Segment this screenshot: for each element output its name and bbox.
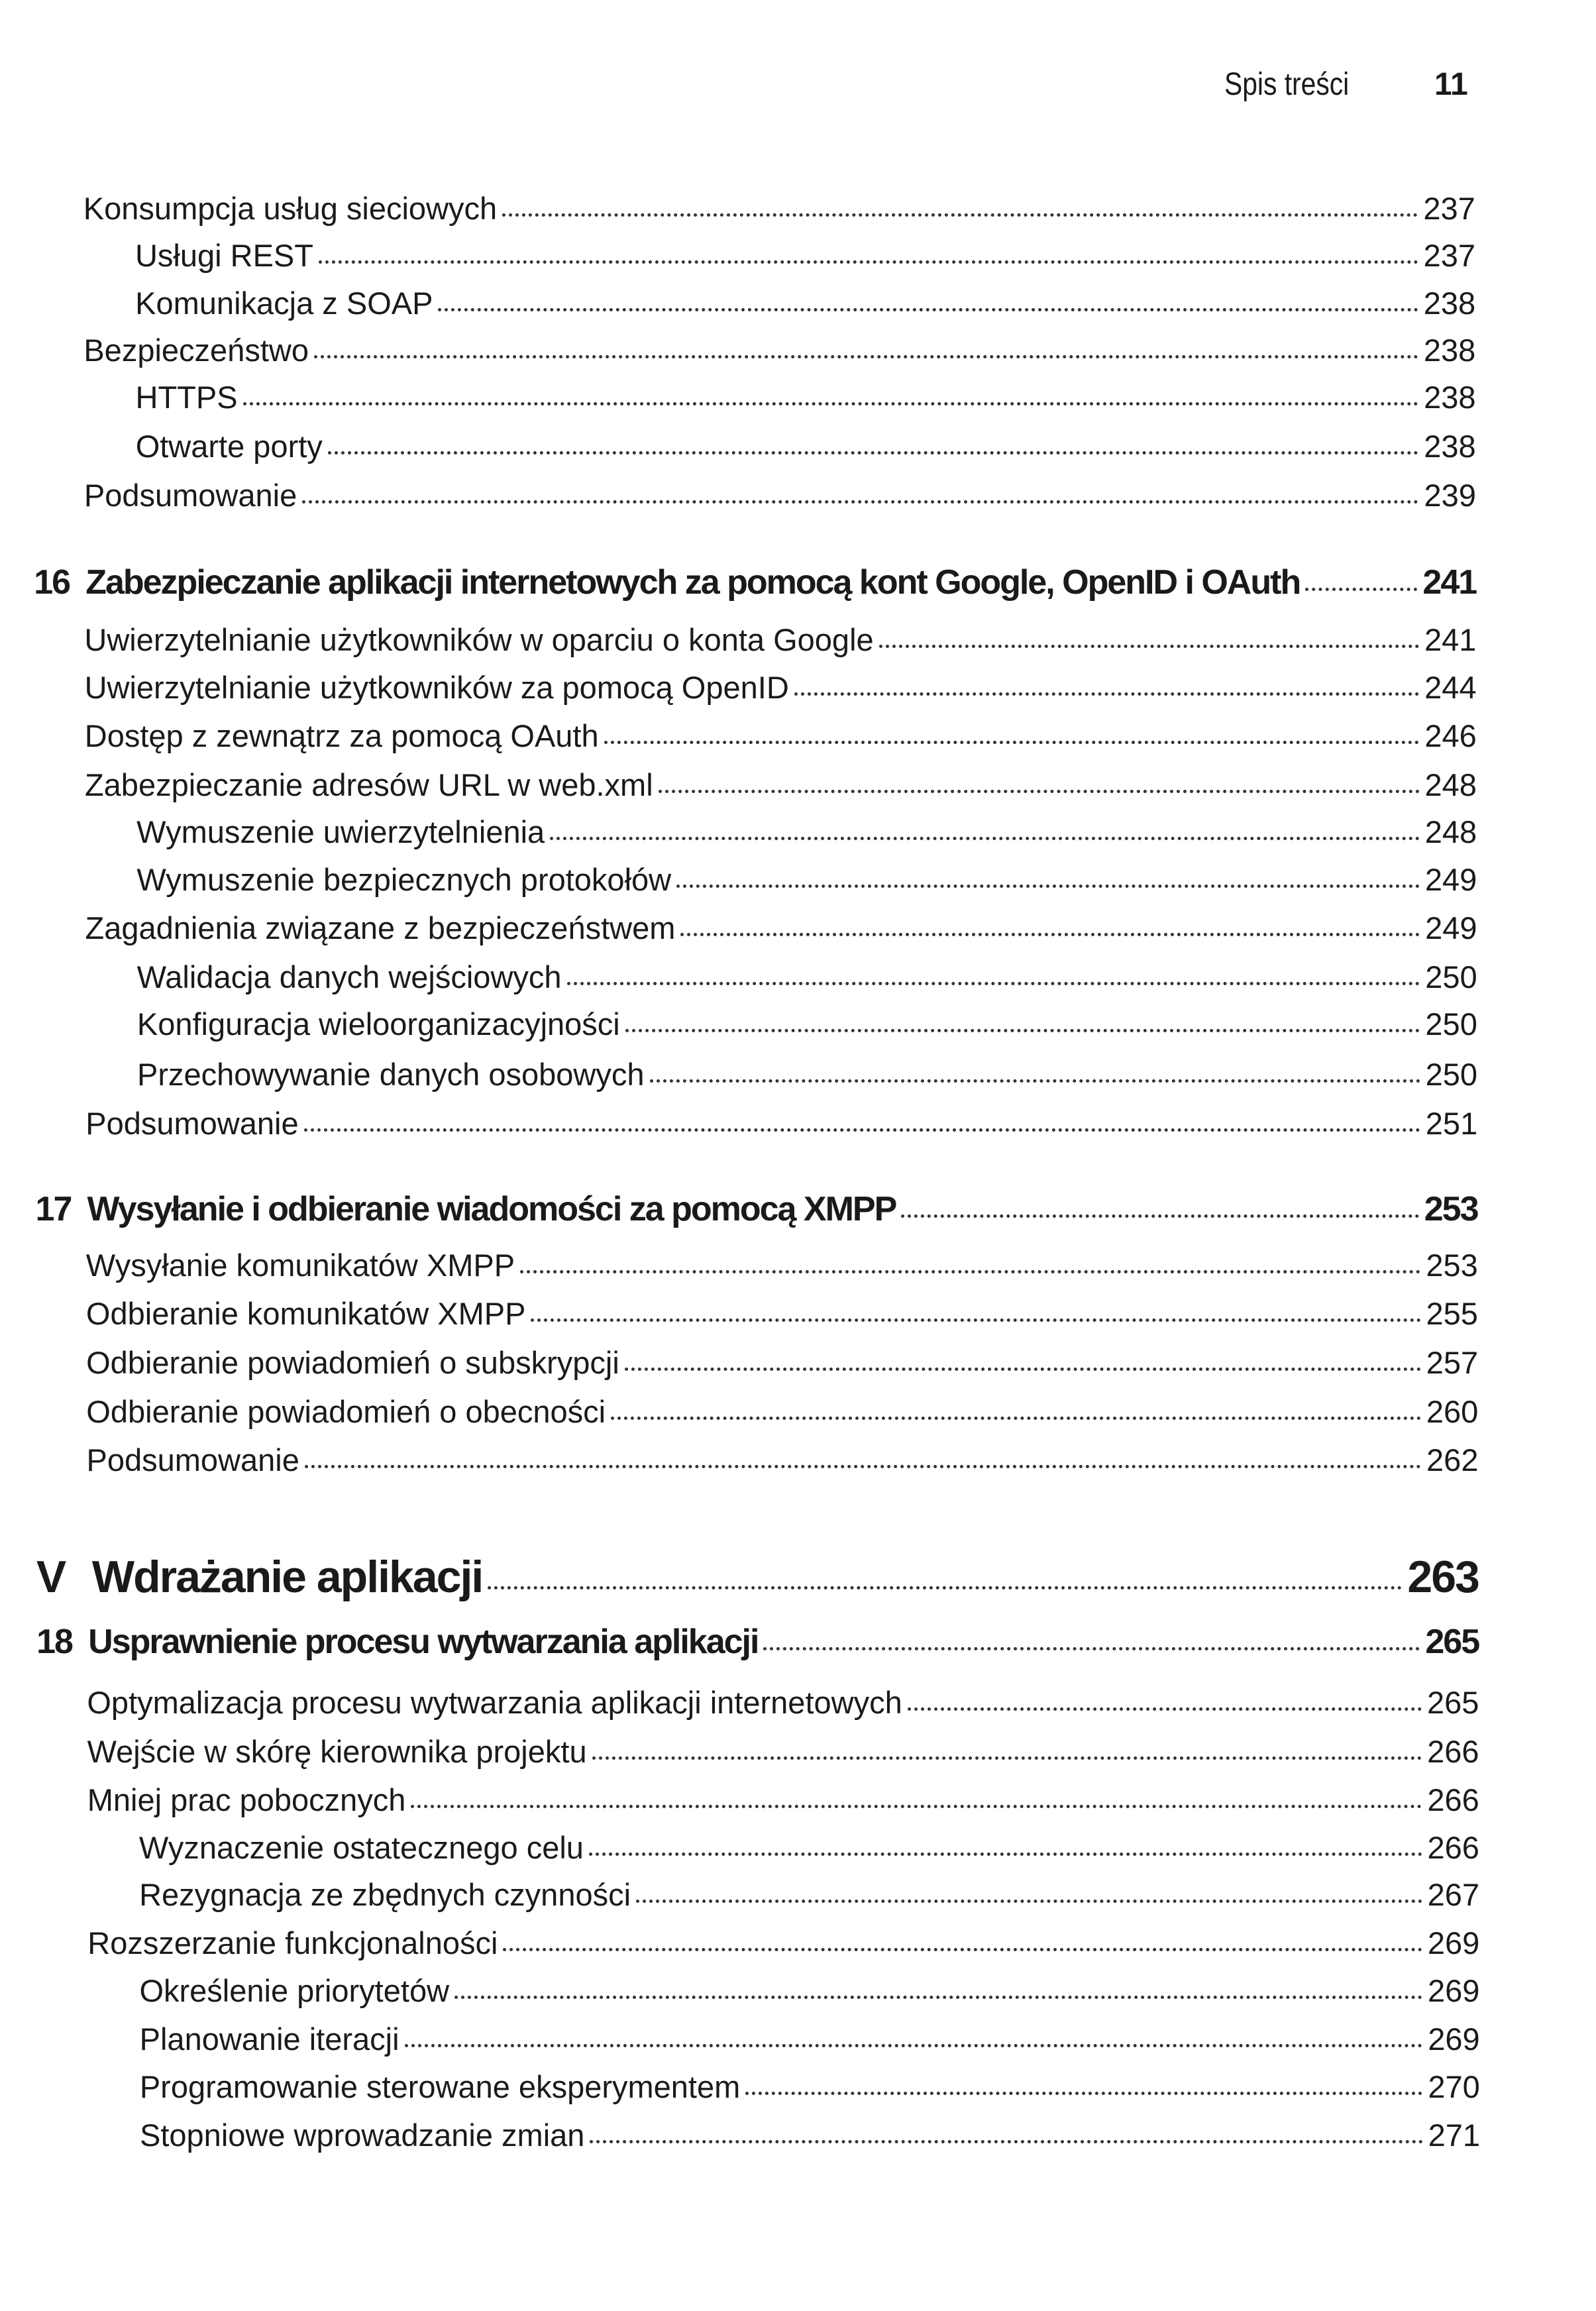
entry-title: Wysyłanie i odbieranie wiadomości za pomocą XMPP <box>87 1189 896 1228</box>
toc-entry <box>83 332 1475 378</box>
entry-page-number: 250 <box>1425 959 1477 994</box>
toc-entry <box>140 2117 1480 2163</box>
entry-title: Optymalizacja procesu wytwarzania aplikacji internetowych <box>87 1684 902 1720</box>
entry-page-number: 241 <box>1422 563 1477 602</box>
dot-leader <box>488 1586 1402 1589</box>
toc-entry <box>135 285 1475 331</box>
dot-leader <box>314 355 1418 358</box>
dot-leader <box>411 1805 1422 1808</box>
dot-leader <box>302 500 1418 504</box>
toc-entry <box>136 379 1476 425</box>
toc-entry <box>139 1876 1479 1923</box>
toc-entry <box>136 428 1476 474</box>
entry-page-number: 265 <box>1425 1623 1479 1662</box>
toc-entry <box>140 2069 1480 2115</box>
entry-title: Przechowywanie danych osobowych <box>137 1056 645 1092</box>
entry-page-number: 269 <box>1427 1925 1480 1961</box>
entry-page-number: 237 <box>1423 238 1475 274</box>
entry-page-number: 248 <box>1424 767 1477 802</box>
dot-leader <box>243 402 1419 405</box>
entry-page-number: 267 <box>1427 1876 1480 1912</box>
entry-page-number: 263 <box>1407 1551 1479 1602</box>
entry-title: Odbieranie komunikatów XMPP <box>85 1296 526 1332</box>
entry-page-number: 260 <box>1426 1393 1479 1429</box>
dot-leader <box>405 2044 1423 2047</box>
toc-chapter <box>36 1622 1479 1668</box>
entry-title: Mniej prac pobocznych <box>87 1782 406 1818</box>
toc-entry <box>86 1442 1478 1488</box>
entry-page-number: 253 <box>1426 1247 1478 1283</box>
entry-page-number: 249 <box>1424 861 1477 897</box>
entry-page-number: 262 <box>1426 1442 1479 1478</box>
entry-page-number: 246 <box>1424 718 1477 754</box>
entry-page-number: 253 <box>1424 1189 1478 1228</box>
dot-leader <box>794 692 1419 696</box>
entry-page-number: 270 <box>1428 2069 1480 2104</box>
entry-title: Wejście w skórę kierownika projektu <box>87 1733 587 1769</box>
entry-page-number: 269 <box>1428 1972 1480 2008</box>
dot-leader <box>304 1128 1420 1132</box>
toc-entry <box>136 814 1477 860</box>
dot-leader <box>604 741 1420 744</box>
toc-entry <box>87 1684 1479 1731</box>
entry-page-number: 238 <box>1424 380 1476 415</box>
entry-page-number: 239 <box>1424 477 1476 513</box>
chapter-number: 18 <box>36 1623 72 1662</box>
dot-leader <box>328 451 1418 455</box>
toc-entry <box>83 190 1475 237</box>
entry-title: Rozszerzanie funkcjonalności <box>87 1925 498 1961</box>
toc-entry <box>86 1344 1478 1391</box>
dot-leader <box>901 1214 1418 1218</box>
entry-page-number: 248 <box>1424 814 1477 850</box>
toc-entry <box>137 1006 1477 1052</box>
entry-title: Odbieranie powiadomień o subskrypcji <box>86 1344 619 1380</box>
toc-entry <box>87 1733 1479 1780</box>
dot-leader <box>680 933 1420 936</box>
entry-title: Planowanie iteracji <box>139 2021 399 2057</box>
entry-title: Konfiguracja wieloorganizacyjności <box>136 1006 620 1042</box>
dot-leader <box>567 982 1420 985</box>
entry-page-number: 244 <box>1424 669 1477 705</box>
entry-title: Wdrażanie aplikacji <box>91 1551 483 1602</box>
dot-leader <box>550 837 1420 840</box>
dot-leader <box>650 1079 1420 1083</box>
entry-page-number: 251 <box>1425 1105 1478 1141</box>
entry-title: Rezygnacja ze zbędnych czynności <box>139 1876 631 1912</box>
entry-title: Uwierzytelnianie użytkowników za pomocą OpenID <box>84 669 789 705</box>
entry-page-number: 238 <box>1423 333 1476 368</box>
dot-leader <box>745 2092 1422 2095</box>
toc-entry <box>136 861 1477 908</box>
toc-entry <box>86 1247 1478 1293</box>
entry-title: Zabezpieczanie aplikacji internetowych za pomocą kont Google, OpenID i OAuth <box>85 563 1301 602</box>
entry-title: Stopniowe wprowadzanie zmian <box>140 2118 585 2153</box>
toc-part <box>36 1551 1479 1602</box>
toc-entry <box>85 910 1477 956</box>
toc-entry <box>139 1972 1479 2019</box>
chapter-number: 16 <box>34 563 70 602</box>
entry-page-number: 257 <box>1426 1344 1479 1380</box>
entry-page-number: 266 <box>1427 1782 1479 1818</box>
part-number: V <box>36 1551 66 1602</box>
entry-page-number: 266 <box>1427 1733 1479 1769</box>
entry-page-number: 241 <box>1424 622 1477 658</box>
entry-title: HTTPS <box>135 380 238 415</box>
dot-leader <box>676 885 1420 888</box>
running-header-title: Spis treści <box>1224 67 1350 102</box>
entry-title: Podsumowanie <box>83 477 297 513</box>
entry-title: Podsumowanie <box>86 1442 299 1478</box>
toc-entry <box>85 767 1477 813</box>
entry-title: Bezpieczeństwo <box>83 333 309 368</box>
toc-entry <box>86 1295 1478 1342</box>
entry-page-number: 250 <box>1425 1006 1477 1042</box>
entry-title: Określenie priorytetów <box>139 1972 450 2008</box>
entry-title: Wyznaczenie ostatecznego celu <box>138 1829 584 1865</box>
dot-leader <box>625 1368 1421 1371</box>
toc-entry <box>86 1393 1478 1440</box>
entry-title: Konsumpcja usług sieciowych <box>83 190 498 226</box>
toc-entry <box>137 1056 1477 1102</box>
entry-title: Wymuszenie uwierzytelnienia <box>136 814 545 850</box>
entry-title: Walidacja danych wejściowych <box>136 959 562 994</box>
entry-title: Otwarte porty <box>135 428 323 464</box>
dot-leader <box>503 1948 1422 1951</box>
dot-leader <box>520 1270 1420 1273</box>
entry-title: Zabezpieczanie adresów URL w web.xml <box>84 767 653 802</box>
toc-entry <box>140 2021 1480 2067</box>
dot-leader <box>438 308 1418 311</box>
dot-leader <box>611 1417 1421 1420</box>
toc-entry <box>85 718 1477 764</box>
entry-page-number: 249 <box>1425 910 1477 946</box>
dot-leader <box>531 1318 1420 1322</box>
dot-leader <box>763 1647 1420 1650</box>
entry-title: Programowanie sterowane eksperymentem <box>139 2069 741 2104</box>
dot-leader <box>879 645 1419 648</box>
entry-page-number: 265 <box>1426 1684 1479 1720</box>
dot-leader <box>1305 588 1417 591</box>
entry-page-number: 238 <box>1424 428 1476 464</box>
entry-page-number: 237 <box>1423 190 1475 226</box>
toc-entry <box>84 477 1476 523</box>
dot-leader <box>319 260 1418 264</box>
entry-page-number: 238 <box>1423 285 1476 321</box>
entry-title: Wymuszenie bezpiecznych protokołów <box>136 861 672 897</box>
entry-title: Odbieranie powiadomień o obecności <box>86 1393 606 1429</box>
dot-leader <box>636 1900 1422 1903</box>
dot-leader <box>305 1465 1421 1468</box>
entry-title: Usprawnienie procesu wytwarzania aplikacji <box>88 1623 759 1662</box>
entry-page-number: 269 <box>1428 2021 1480 2057</box>
entry-title: Usługi REST <box>134 238 313 274</box>
entry-page-number: 271 <box>1428 2118 1480 2153</box>
dot-leader <box>908 1707 1422 1711</box>
entry-title: Komunikacja z SOAP <box>135 285 433 321</box>
toc-chapter <box>34 563 1477 609</box>
toc-entry <box>85 669 1477 716</box>
toc-entry <box>84 621 1476 668</box>
toc-entry <box>85 1105 1477 1152</box>
dot-leader <box>502 213 1418 217</box>
entry-page-number: 255 <box>1426 1296 1478 1332</box>
toc-chapter <box>35 1189 1478 1236</box>
entry-title: Podsumowanie <box>85 1105 299 1141</box>
chapter-number: 17 <box>35 1189 72 1228</box>
dot-leader <box>625 1029 1420 1032</box>
entry-title: Uwierzytelnianie użytkowników w oparciu o konta Google <box>84 622 874 658</box>
entry-page-number: 266 <box>1427 1829 1479 1865</box>
dot-leader <box>589 1853 1422 1856</box>
entry-title: Dostęp z zewnątrz za pomocą OAuth <box>84 718 599 754</box>
toc-entry <box>139 1829 1479 1876</box>
dot-leader <box>659 790 1420 793</box>
entry-title: Wysyłanie komunikatów XMPP <box>85 1247 515 1283</box>
entry-page-number: 250 <box>1425 1056 1478 1092</box>
toc-entry <box>87 1925 1479 1971</box>
toc-entry <box>137 959 1477 1005</box>
dot-leader <box>590 2140 1422 2143</box>
toc-entry <box>87 1782 1479 1828</box>
toc-entry <box>135 237 1475 284</box>
entry-title: Zagadnienia związane z bezpieczeństwem <box>85 910 676 946</box>
dot-leader <box>592 1756 1422 1760</box>
page-number: 11 <box>1434 67 1468 102</box>
dot-leader <box>454 1996 1422 1999</box>
